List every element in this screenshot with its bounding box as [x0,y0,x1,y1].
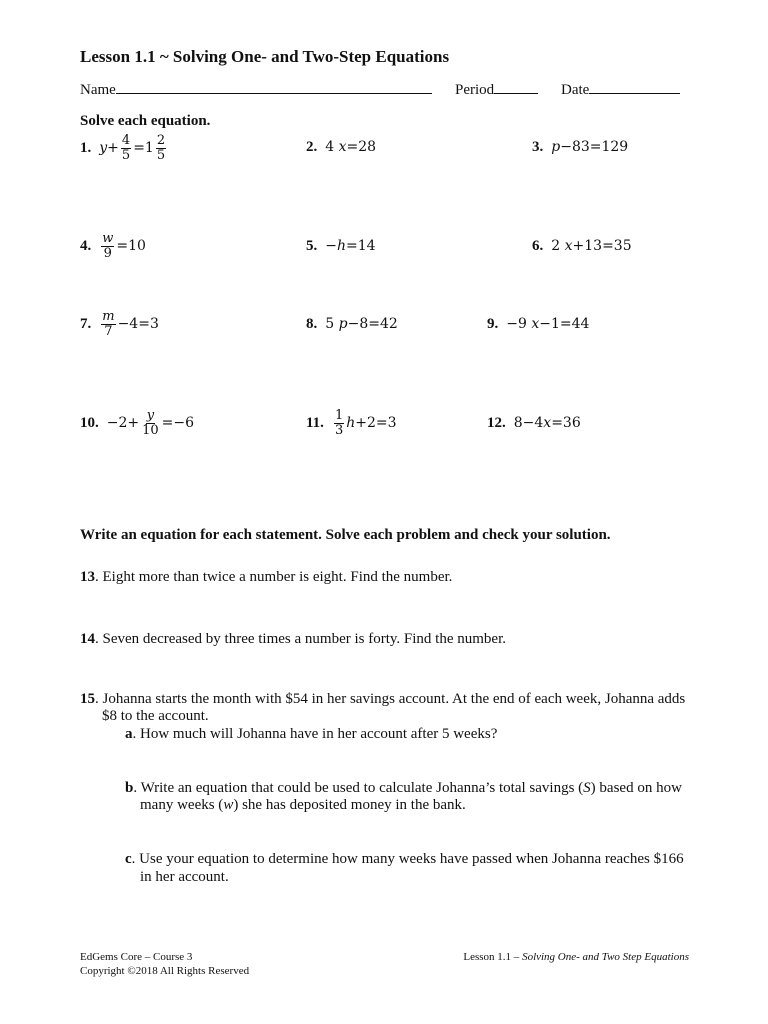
problem-number: 10. [80,414,99,431]
problem-9 [487,304,589,344]
equation-text: −4=3 [117,316,159,332]
numerator: 1 [334,407,344,423]
problem-4 [80,226,146,266]
fraction [334,409,344,438]
problem-8 [306,304,398,344]
equation-text: −1=44 [539,316,590,332]
problem-7 [80,304,159,344]
variable: y [99,140,108,156]
problem-3 [532,127,628,167]
question-text: . Eight more than twice a number is eight. Find the number. [95,569,453,585]
question-text: . Johanna starts the month with $54 in her savings account. At the end of each week, Johanna adds [95,691,686,707]
fraction [121,134,131,163]
problem-2 [306,127,376,167]
coefficient: −9 [506,316,527,332]
problem-10 [80,403,194,443]
fraction [101,232,114,261]
equation [506,316,589,332]
part-text: ) she has deposited money in the bank. [233,797,466,813]
footer-lesson: Lesson 1.1 – [463,951,523,963]
section1-instruction: Solve each equation. [80,113,211,129]
variable: p [338,316,348,332]
part-label: b [125,780,134,796]
fraction [156,134,166,163]
period-field[interactable] [455,79,538,99]
problem-number: 8. [306,315,318,332]
footer-lesson-title: Solving One- and Two Step Equations [522,951,689,963]
equation [99,310,159,339]
problem-number: 2. [306,138,318,155]
equation-text: =14 [346,238,376,254]
problem-5 [306,226,376,266]
date-label: Date [561,82,590,98]
period-blank[interactable] [494,79,538,94]
date-field[interactable] [561,79,680,99]
part-text: many weeks ( [140,797,224,813]
denominator: 5 [121,147,131,163]
fraction [141,409,160,438]
equation-text: =1 [133,140,154,156]
equation-text: =36 [551,415,581,431]
part-label: c [125,851,132,867]
denominator: 10 [142,422,159,438]
question-number: 14 [80,631,95,647]
equation-text: −83=129 [560,139,629,155]
problem-number: 12. [487,414,506,431]
problem-number: 1. [80,139,92,156]
variable: x [531,316,540,332]
denominator: 5 [156,147,166,163]
period-label: Period [455,82,495,98]
question-15c [125,851,684,868]
denominator: 9 [103,245,112,261]
question-text: . Seven decreased by three times a number is forty. Find the number. [95,631,506,647]
footer-right [463,950,689,964]
question-15 [80,691,685,708]
equation-text: +2=3 [355,415,397,431]
problem-number: 3. [532,138,544,155]
problem-number: 11. [306,414,324,431]
question-15b-continued [140,797,466,814]
question-15b [125,780,682,797]
equation [325,316,398,332]
equation-text: −8=42 [347,316,398,332]
coefficient: 2 [551,238,561,254]
variable: x [338,139,347,155]
problem-number: 6. [532,237,544,254]
problem-12 [487,403,581,443]
footer-course: EdGems Core – Course 3 [80,951,193,963]
page-title: Lesson 1.1 ~ Solving One- and Two-Step Equations [80,47,450,66]
question-15c-continued: in her account. [140,869,229,885]
problem-11 [306,403,397,443]
fraction [101,310,115,339]
problem-number: 9. [487,315,499,332]
date-blank[interactable] [589,79,680,94]
equation [325,139,376,155]
part-text: ) based on how [590,780,682,796]
equation [325,238,375,254]
equation [514,415,581,431]
part-text: . Use your equation to determine how many weeks have passed when Johanna reaches $166 [131,851,684,867]
equation [99,134,168,163]
problem-number: 7. [80,315,92,332]
operator: + [107,140,119,156]
part-text: . How much will Johanna have in her account after 5 weeks? [132,726,498,742]
question-number: 13 [80,569,95,585]
problem-number: 4. [80,237,92,254]
numerator: 2 [156,132,166,148]
name-blank[interactable] [116,79,432,94]
question-number: 15 [80,691,95,707]
numerator: m [102,308,115,324]
footer-left [80,950,249,978]
equation [107,409,194,438]
equation-text: −2+ [106,415,140,431]
problem-number: 5. [306,237,318,254]
numerator: 4 [121,132,131,148]
variable: h [336,238,347,254]
coefficient: 4 [325,139,335,155]
name-field[interactable] [80,79,432,99]
operator: − [325,238,337,254]
name-label: Name [80,82,116,98]
equation [551,139,628,155]
variable: p [551,139,561,155]
question-14 [80,631,506,648]
question-15a [125,726,497,743]
equation-text: +13=35 [572,238,632,254]
question-15-continued: $8 to the account. [102,708,209,724]
denominator: 3 [334,422,344,438]
problem-1 [80,128,168,168]
variable: h [346,415,356,431]
equation [332,409,397,438]
equation [551,238,631,254]
question-13 [80,569,452,586]
variable: w [223,797,234,813]
equation-text: =10 [116,238,146,254]
problem-6 [532,226,632,266]
equation-text: 8−4 [513,415,544,431]
equation-text: =28 [346,139,377,155]
equation [99,232,146,261]
variable: x [543,415,552,431]
numerator: w [102,230,114,246]
part-label: a [125,726,133,742]
variable: S [583,780,591,796]
part-text: . Write an equation that could be used to calculate Johanna’s total savings ( [133,780,584,796]
variable: x [564,238,573,254]
numerator: y [146,407,155,423]
footer-copyright: Copyright ©2018 All Rights Reserved [80,965,250,977]
section2-instruction: Write an equation for each statement. Solve each problem and check your solution. [80,527,611,543]
coefficient: 5 [325,316,335,332]
denominator: 7 [104,323,113,339]
equation-text: =−6 [161,415,195,431]
